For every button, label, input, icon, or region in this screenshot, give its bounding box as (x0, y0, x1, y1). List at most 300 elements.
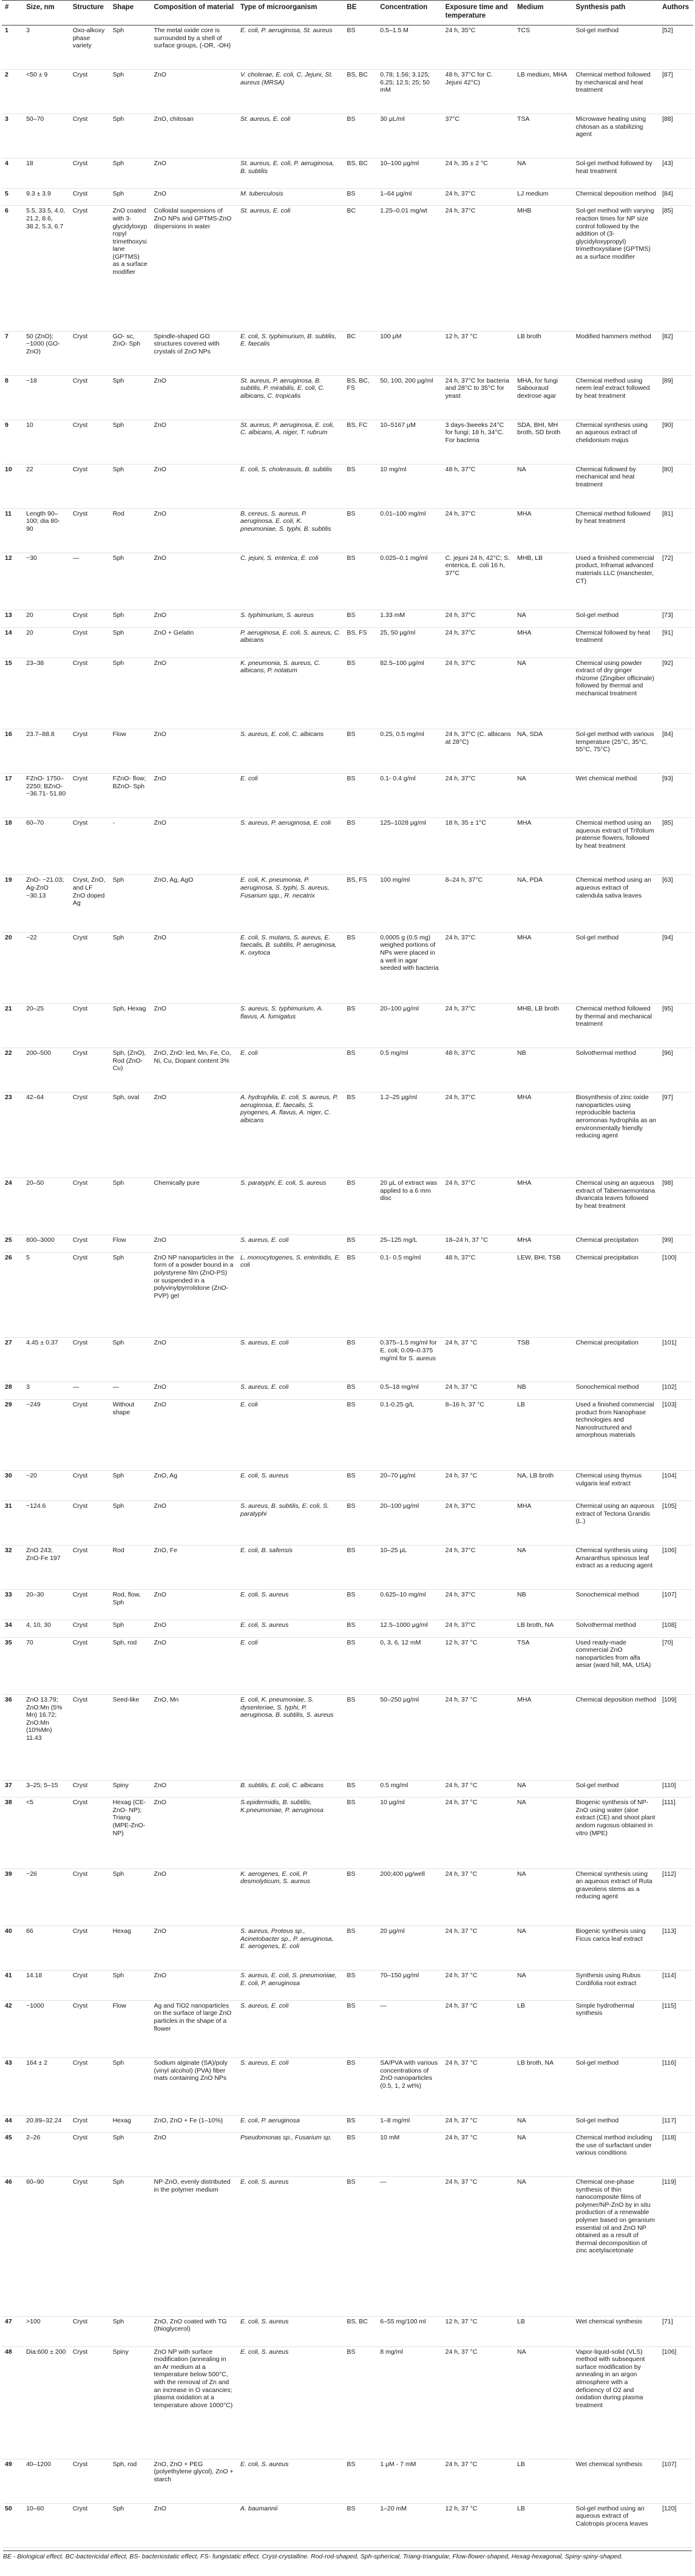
effect-cell: BS (347, 1005, 356, 1013)
microorganism-cell: V. cholerae, E. coli, C. Jejuni, St. aureus (MRSA) (240, 71, 333, 86)
synthesis-cell: Chemical one-phase synthesis of thin nanocomposite films of polymer/NP-ZnO by in situ production of a renewable polymer based on geranium essential oil and ZnO NP obtained as a result of thermal decomposition of zinc acetylacetonate (575, 2178, 655, 2255)
exposure-cell: 8–24 h, 37°C (445, 876, 483, 884)
shape-cell: Sph (112, 1179, 124, 1187)
column-header: Concentration (377, 1, 442, 26)
concentration-cell: 0.1- 0.4 g/ml (380, 775, 416, 783)
concentration-cell: 0.5–1.5 M (380, 27, 409, 34)
structure-cell: — (72, 554, 80, 562)
table-row (2, 2346, 693, 2459)
microorganism-cell: E. coli, P. aeruginosa, St. aureus (240, 27, 333, 34)
microorganism-cell: E. coli, B. safensis (240, 1547, 293, 1555)
structure-cell: Cryst (72, 1253, 88, 1261)
structure-cell: — (72, 1383, 80, 1391)
shape-cell: Sph (112, 1870, 124, 1878)
exposure-cell: 12 h, 37 °C (445, 332, 478, 340)
table-row (2, 1971, 693, 2001)
synthesis-cell: Wet chemical synthesis (575, 2460, 643, 2468)
shape-cell: Flow (112, 1236, 126, 1244)
synthesis-cell: Sonochemical method (575, 1383, 639, 1391)
concentration-cell: 1.25–0.01 mg/wt (380, 207, 427, 215)
shape-cell: Flow (112, 731, 126, 738)
exposure-cell: 24 h, 37 °C (445, 2002, 478, 2009)
table-row (2, 1694, 693, 1780)
row-number: 30 (5, 1472, 12, 1480)
authors-cell: [91] (662, 629, 673, 636)
authors-cell: [113] (662, 1927, 676, 1935)
authors-cell: [106] (662, 2348, 677, 2356)
row-number: 50 (5, 2504, 12, 2512)
exposure-cell: 24 h, 37 °C (445, 2460, 478, 2468)
composition-cell: ZnO (154, 659, 166, 667)
structure-cell: Cryst, ZnO, and LF ZnO doped Ag (72, 876, 106, 907)
row-number: 11 (5, 509, 12, 517)
row-number: 18 (5, 819, 12, 827)
effect-cell: BS (347, 659, 356, 667)
size-cell: ZnO- ~21.03; Ag-ZnO ~30.13 (26, 876, 64, 899)
composition-cell: ZnO (154, 189, 166, 197)
microorganism-cell: E. coli (240, 1049, 258, 1057)
microorganism-cell: L. monocytogenes, S. enteritidis, E. coli (240, 1253, 341, 1269)
concentration-cell: 25–125 mg/L (380, 1236, 418, 1244)
concentration-cell: 20 μL of extract was applied to a 6 mm disc (380, 1179, 438, 1202)
authors-cell: [81] (662, 509, 673, 517)
composition-cell: ZnO (154, 1638, 166, 1646)
microorganism-cell: E. coli, S. aureus (240, 1621, 289, 1629)
row-number: 35 (5, 1638, 12, 1646)
structure-cell: Cryst (72, 1927, 88, 1935)
medium-cell: TCS (517, 27, 531, 34)
medium-cell: NA (517, 1547, 526, 1555)
composition-cell: ZnO, Ag (154, 1472, 178, 1480)
authors-cell: [85] (662, 207, 673, 215)
synthesis-cell: Sol-gel method using an aqueous extract of Calotropis procera leaves (575, 2504, 648, 2527)
medium-cell: LB broth (517, 332, 541, 340)
synthesis-cell: Chemical synthesis using Amaranthus spinosus leaf extract as a reducing agent (575, 1547, 653, 1570)
medium-cell: NA (517, 2348, 526, 2356)
effect-cell: BS (347, 2460, 356, 2468)
table-row (2, 2459, 693, 2503)
structure-cell: Cryst (72, 1400, 88, 1408)
effect-cell: BS (347, 554, 356, 562)
row-number: 3 (5, 115, 8, 123)
structure-cell: Cryst (72, 1799, 88, 1807)
structure-cell: Cryst (72, 2348, 88, 2356)
exposure-cell: 48 h, 37°C for C. Jejuni 42°C) (445, 71, 493, 86)
structure-cell: Cryst (72, 2504, 88, 2512)
size-cell: ~124.6 (26, 1502, 46, 1510)
table-row (2, 1092, 693, 1178)
microorganism-cell: S. aureus, E. coli, C. albicans (240, 731, 324, 738)
synthesis-cell: Sol-gel method (575, 612, 619, 619)
table-row (2, 2058, 693, 2115)
exposure-cell: C. jejuni 24 h, 42°C; S. enterica, E. coli 16 h, 37°C (445, 554, 510, 578)
synthesis-cell: Used a finished commercial product from Nanophase technologies and Nanostructured and amorphous materials (575, 1400, 654, 1439)
exposure-cell: 24 h, 37 °C (445, 1383, 478, 1391)
shape-cell: Sph (112, 465, 124, 473)
exposure-cell: 24 h, 37°C (445, 1005, 476, 1013)
exposure-cell: 24 h, 37 °C (445, 2059, 478, 2067)
structure-cell: Cryst (72, 421, 88, 429)
effect-cell: BS (347, 1236, 356, 1244)
exposure-cell: 24 h, 37°C (445, 629, 476, 636)
shape-cell: Sph (112, 1972, 124, 1979)
structure-cell: Cryst (72, 1179, 88, 1187)
composition-cell: ZnO (154, 612, 166, 619)
table-row (2, 331, 693, 375)
authors-cell: [112] (662, 1870, 676, 1878)
authors-cell: [89] (662, 377, 673, 384)
row-number: 10 (5, 465, 12, 473)
size-cell: 20 (26, 629, 33, 636)
authors-cell: [87] (662, 71, 673, 78)
row-number: 46 (5, 2178, 12, 2186)
effect-cell: BS (347, 2116, 356, 2124)
microorganism-cell: E. coli, K. pneumoniae, S. dysenteriae, S. typhi, P. aeruginosa, B. subtilis, S. aureus (240, 1695, 334, 1719)
authors-cell: [111] (662, 1799, 676, 1807)
microorganism-cell: P. aeruginosa, E. coli, S. aureus, C. albicans (240, 629, 341, 644)
medium-cell: MHA (517, 819, 532, 827)
microorganism-cell: Pseudomonas sp., Fusarium sp. (240, 2134, 332, 2142)
table-row (2, 1797, 693, 1869)
composition-cell: ZnO, ZnO + PEG (polyethylene glycol), ZnO + starch (154, 2460, 234, 2483)
medium-cell: LB (517, 1400, 525, 1408)
authors-cell: [95] (662, 1005, 673, 1013)
composition-cell: ZnO (154, 731, 166, 738)
size-cell: FZnO- 1750–2250; BZnO- ~36.71- 51.80 (26, 775, 66, 798)
table-row (2, 932, 693, 1004)
synthesis-cell: Chemical method followed by mechanical and heat treatment (575, 71, 651, 94)
medium-cell: LEW, BHI, TSB (517, 1253, 561, 1261)
column-header: # (2, 1, 23, 26)
exposure-cell: 24 h, 37°C (445, 1502, 476, 1510)
concentration-cell: 50, 100, 200 μg/ml (380, 377, 433, 384)
microorganism-cell: S. aureus, E. coli (240, 2059, 289, 2067)
medium-cell: MHA (517, 1236, 532, 1244)
medium-cell: MHA (517, 1179, 532, 1187)
medium-cell: MHB, LB broth (517, 1005, 559, 1013)
synthesis-cell: Sol-gel method (575, 2116, 619, 2124)
structure-cell: Cryst (72, 1236, 88, 1244)
medium-cell: MHA, for fungi Sabouraud dextrose agar (517, 377, 558, 400)
effect-cell: BS (347, 2134, 356, 2142)
exposure-cell: 24 h, 37°C for bacteria and 28°C to 35°C for yeast (445, 377, 509, 400)
microorganism-cell: E. coli, S. aureus (240, 2178, 289, 2186)
size-cell: 5 (26, 1253, 30, 1261)
row-number: 31 (5, 1502, 12, 1510)
table-row (2, 2316, 693, 2346)
effect-cell: BS, FS (347, 629, 367, 636)
medium-cell: NB (517, 1591, 526, 1599)
size-cell: 66 (26, 1927, 33, 1935)
composition-cell: ZnO + Gelatin (154, 629, 194, 636)
table-row (2, 658, 693, 729)
microorganism-cell: S. aureus, E. coli (240, 2002, 289, 2009)
synthesis-cell: Chemical precipitation (575, 1339, 639, 1347)
size-cell: Length 90–100; dia 80- 90 (26, 509, 60, 533)
structure-cell: Cryst (72, 2460, 88, 2468)
table-row (2, 1235, 693, 1252)
concentration-cell: 10 μg/ml (380, 1799, 405, 1807)
concentration-cell: 10 mM (380, 2134, 400, 2142)
exposure-cell: 24 h, 37 °C (445, 1972, 478, 1979)
microorganism-cell: K. pneumonia, S. aureus, C. albicans, P. notatum (240, 659, 320, 675)
concentration-cell: 0, 3, 6, 12 mM (380, 1638, 421, 1646)
effect-cell: BS (347, 933, 356, 941)
composition-cell: ZnO (154, 1799, 166, 1807)
authors-cell: [116] (662, 2059, 676, 2067)
table-row (2, 1545, 693, 1590)
table-row (2, 1471, 693, 1501)
medium-cell: NA (517, 1927, 526, 1935)
structure-cell: Cryst (72, 509, 88, 517)
structure-cell: Cryst (72, 1781, 88, 1789)
microorganism-cell: S. aureus, E. coli (240, 1383, 289, 1391)
composition-cell: ZnO (154, 1502, 166, 1510)
exposure-cell: 24 h, 37°C (445, 1547, 476, 1555)
medium-cell: MHA (517, 1502, 532, 1510)
column-header: Exposure time and temperature (442, 1, 514, 26)
composition-cell: ZnO, chitosan (154, 115, 194, 123)
shape-cell: Spiny (112, 1781, 129, 1789)
medium-cell: NA (517, 465, 526, 473)
size-cell: 18 (26, 160, 33, 167)
composition-cell: ZnO (154, 2504, 166, 2512)
shape-cell: Without shape (112, 1400, 135, 1416)
shape-cell: Sph (112, 421, 124, 429)
shape-cell: FZnO- flow; BZnO- Sph (112, 775, 146, 790)
concentration-cell: 10–5167 μM (380, 421, 416, 429)
exposure-cell: 24 h, 35 ± 2 °C (445, 160, 488, 167)
exposure-cell: 24 h, 37 °C (445, 2348, 478, 2356)
microorganism-cell: St. aureus, E. coli (240, 207, 291, 215)
authors-cell: [82] (662, 332, 673, 340)
composition-cell: Ag and TiO2 nanoparticles on the surface of large ZnO particles in the shape of a flower (154, 2002, 232, 2033)
structure-cell: Cryst (72, 1339, 88, 1347)
medium-cell: NA (517, 659, 526, 667)
medium-cell: MHA (517, 509, 532, 517)
authors-cell: [92] (662, 659, 673, 667)
authors-cell: [106] (662, 1547, 677, 1555)
composition-cell: ZnO (154, 421, 166, 429)
row-number: 43 (5, 2059, 12, 2067)
composition-cell: ZnO, Mn (154, 1695, 179, 1703)
shape-cell: Sph (112, 2134, 124, 2142)
row-number: 21 (5, 1005, 12, 1013)
medium-cell: LB (517, 2504, 525, 2512)
synthesis-cell: Chemical precipitation (575, 1253, 639, 1261)
exposure-cell: 24 h, 37 °C (445, 1472, 478, 1480)
table-row (2, 1382, 693, 1399)
composition-cell: ZnO (154, 71, 166, 78)
table-header (2, 1, 693, 26)
size-cell: 50–70 (26, 115, 44, 123)
table-row (2, 627, 693, 658)
table-row (2, 1620, 693, 1637)
shape-cell: Sph (112, 612, 124, 619)
size-cell: ~26 (26, 1870, 37, 1878)
exposure-cell: 24 h, 37 °C (445, 1799, 478, 1807)
composition-cell: Colloidal suspensions of ZnO NPs and GPTMS-ZnO dispersions in water (154, 207, 232, 230)
exposure-cell: 8–16 h, 37 °C (445, 1400, 484, 1408)
medium-cell: NA (517, 1870, 526, 1878)
concentration-cell: 10–25 μL (380, 1547, 407, 1555)
table-row (2, 1637, 693, 1694)
concentration-cell: 0.625–10 mg/ml (380, 1591, 426, 1599)
effect-cell: BS (347, 1799, 356, 1807)
size-cell: 800–3000 (26, 1236, 55, 1244)
concentration-cell: 1 μM - 7 mM (380, 2460, 416, 2468)
shape-cell: Spiny (112, 2348, 129, 2356)
concentration-cell: 1.2–25 μg/ml (380, 1094, 418, 1102)
concentration-cell: 1–20 mM (380, 2504, 407, 2512)
effect-cell: BS (347, 2002, 356, 2009)
table-footnote: BE - Biological effect. BC-bactericidal effect, BS- bacteriostatic effect, FS- fungistatic effect. Cryst-crystalline. Rod-rod-shaped, Sph-spherical, Triang-triangular, Flow-flower-shaped, Hexag-hexagonal, Spiny-spiny-shaped. (3, 2550, 692, 2561)
structure-cell: Cryst (72, 2178, 88, 2186)
medium-cell: MHA (517, 1094, 532, 1102)
column-header: Medium (514, 1, 572, 26)
exposure-cell: 24 h, 37°C (445, 933, 476, 941)
exposure-cell: 24 h, 37 °C (445, 1870, 478, 1878)
authors-cell: [118] (662, 2134, 676, 2142)
exposure-cell: 48 h, 37°C (445, 465, 476, 473)
medium-cell: MHA (517, 629, 532, 636)
row-number: 14 (5, 629, 12, 636)
microorganism-cell: E. coli, S. aureus (240, 2317, 289, 2325)
concentration-cell: 100 mg/ml (380, 876, 410, 884)
microorganism-cell: S. aureus, E. coli (240, 1236, 289, 1244)
synthesis-cell: Sol-gel method with various temperature (25°C, 35°C, 55°C, 75°C) (575, 731, 654, 754)
size-cell: 50 (ZnO); ~1000 (GO- ZnO) (26, 332, 60, 356)
structure-cell: Cryst (72, 1870, 88, 1878)
structure-cell: Cryst (72, 1472, 88, 1480)
composition-cell: ZnO (154, 1005, 166, 1013)
microorganism-cell: A. hydrophila, E. coli, S. aureus, P. aeruginosa, E. faecalis, S. pyogenes, A. flavus, A. niger, C. albicans (240, 1094, 338, 1125)
shape-cell: Sph (112, 377, 124, 384)
exposure-cell: 12 h, 37 °C (445, 1638, 478, 1646)
effect-cell: BS, FS (347, 876, 367, 884)
size-cell: 164 ± 2 (26, 2059, 48, 2067)
table-row (2, 2115, 693, 2132)
exposure-cell: 24 h, 37°C (445, 1179, 476, 1187)
microorganism-cell: E. coli, S. aureus (240, 2348, 289, 2356)
effect-cell: BS, FC (347, 421, 368, 429)
authors-cell: [114] (662, 1972, 676, 1979)
shape-cell: Sph, rod (112, 1638, 137, 1646)
authors-cell: [94] (662, 933, 673, 941)
shape-cell: Sph, (ZnO), Rod (ZnO-Cu) (112, 1049, 146, 1072)
shape-cell: Sph (112, 1472, 124, 1480)
row-number: 39 (5, 1870, 12, 1878)
structure-cell: Cryst (72, 1695, 88, 1703)
composition-cell: ZnO (154, 1339, 166, 1347)
table-row (2, 875, 693, 932)
size-cell: 200–500 (26, 1049, 51, 1057)
composition-cell: ZnO (154, 1781, 166, 1789)
medium-cell: MHB, LB (517, 554, 543, 562)
composition-cell: ZnO (154, 377, 166, 384)
medium-cell: NB (517, 1049, 526, 1057)
medium-cell: NA, SDA (517, 731, 543, 738)
concentration-cell: SA/PVA with various concentrations of ZnO nanoparticles (0.5, 1, 2 wt%) (380, 2059, 438, 2090)
structure-cell: Cryst (72, 1502, 88, 1510)
concentration-cell: — (380, 2002, 387, 2009)
shape-cell: Sph, Hexag (112, 1005, 146, 1013)
exposure-cell: 3 days-3weeks 24°C for fungi; 18 h, 34°C. For bacteria (445, 421, 504, 445)
size-cell: ZnO 243; ZnO-Fe 197 (26, 1547, 61, 1562)
synthesis-cell: Biosynthesis of zinc oxide nanoparticles using reproducible bacteria aeromonas hydrophila as an environmentally friendly reducing agent (575, 1094, 657, 1140)
synthesis-cell: Chemical method including the use of surfactant under various conditions (575, 2134, 653, 2157)
shape-cell: Sph (112, 1253, 124, 1261)
composition-cell: Sodium alginate (SA)/poly (vinyl alcohol) (PVA) fiber mats containing ZnO NPs (154, 2059, 228, 2082)
size-cell: ~249 (26, 1400, 41, 1408)
effect-cell: BS (347, 509, 356, 517)
concentration-cell: 125–1028 μg/ml (380, 819, 426, 827)
structure-cell: Cryst (72, 933, 88, 941)
size-cell: 20 (26, 612, 33, 619)
size-cell: 20.89–32.24 (26, 2116, 62, 2124)
size-cell: 3 (26, 1383, 30, 1391)
size-cell: 20–25 (26, 1005, 44, 1013)
exposure-cell: 24 h, 37°C (445, 1621, 476, 1629)
synthesis-cell: Biogenic synthesis of NP-ZnO using water (aloe extract (CE) and shoot plant andom rugosus obtained in vitro (MPE) (575, 1799, 656, 1837)
shape-cell: Sph (112, 876, 124, 884)
microorganism-cell: St. aureus, P. aeruginosa, B. subtilis, P. mirabilis, E. coli, C. albicans, C. tropicalis (240, 377, 325, 400)
size-cell: 42–64 (26, 1094, 44, 1102)
microorganism-cell: S. aureus, E. coli (240, 1339, 289, 1347)
row-number: 13 (5, 612, 12, 619)
size-cell: 60–90 (26, 2178, 44, 2186)
structure-cell: Cryst (72, 332, 88, 340)
concentration-cell: 0.5–18 mg/ml (380, 1383, 419, 1391)
column-header: Synthesis path (573, 1, 660, 26)
synthesis-cell: Chemical method using an aqueous extract of Trifolium pratense flowers, followed by heat treatment (575, 819, 654, 850)
concentration-cell: 8 mg/ml (380, 2348, 403, 2356)
microorganism-cell: S. aureus, S. typhimurium, A. flavus, A. fumigatus (240, 1005, 324, 1020)
row-number: 48 (5, 2348, 12, 2356)
row-number: 17 (5, 775, 12, 783)
synthesis-cell: Sol-gel method (575, 27, 619, 34)
composition-cell: ZnO, Ag, AgO (154, 876, 194, 884)
concentration-cell: 20–100 μg/ml (380, 1005, 419, 1013)
structure-cell: Cryst (72, 629, 88, 636)
effect-cell: BS (347, 189, 356, 197)
concentration-cell: 0.025–0.1 mg/ml (380, 554, 428, 562)
size-cell: ~20 (26, 1472, 37, 1480)
medium-cell: NA, PDA (517, 876, 543, 884)
concentration-cell: 70–150 μg/ml (380, 1972, 419, 1979)
row-number: 6 (5, 207, 8, 215)
structure-cell: Cryst (72, 207, 88, 215)
exposure-cell: 24 h, 37°C (445, 775, 476, 783)
row-number: 19 (5, 876, 12, 884)
row-number: 32 (5, 1547, 12, 1555)
size-cell: 4.45 ± 0.37 (26, 1339, 58, 1347)
exposure-cell: 18–24 h, 37 °C (445, 1236, 488, 1244)
table-row (2, 70, 693, 114)
synthesis-cell: Chemical method using an aqueous extract of calendula sativa leaves (575, 876, 651, 899)
authors-cell: [109] (662, 1695, 677, 1703)
medium-cell: NA (517, 1781, 526, 1789)
row-number: 25 (5, 1236, 12, 1244)
microorganism-cell: S. aureus, P. aeruginosa, E. coli (240, 819, 331, 827)
microorganism-cell: E. coli, P. aeruginosa (240, 2116, 300, 2124)
synthesis-cell: Solvothermal method (575, 1049, 636, 1057)
authors-cell: [115] (662, 2002, 676, 2009)
microorganism-cell: B. cereus, S. aureus, P. aeruginosa, E. coli, K. pneumoniae, S. typhi, B. subtilis (240, 509, 331, 533)
composition-cell: ZnO (154, 775, 166, 783)
size-cell: 22 (26, 465, 33, 473)
concentration-cell: 0.25, 0.5 mg/ml (380, 731, 424, 738)
